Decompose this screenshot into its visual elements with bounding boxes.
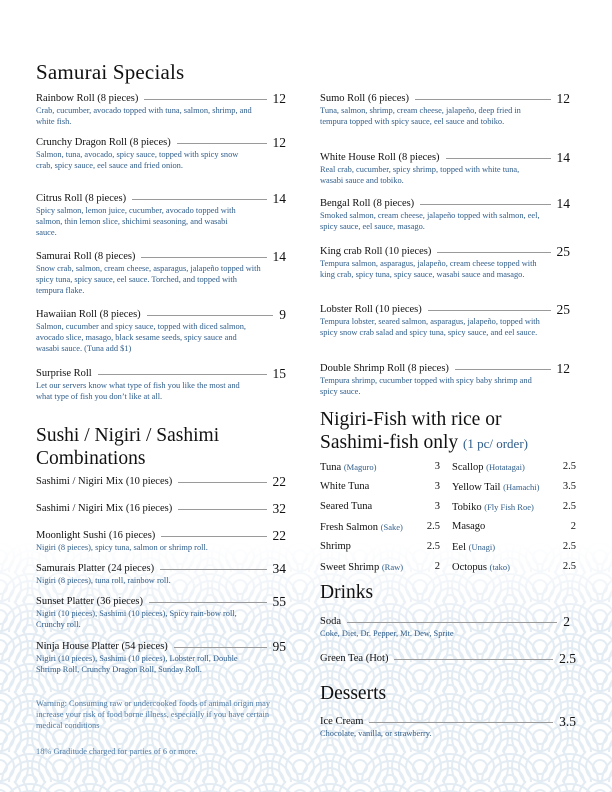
list-item	[320, 481, 440, 493]
list-item	[452, 521, 576, 533]
fish-price: 2.5	[562, 501, 576, 512]
leader-line	[174, 647, 267, 648]
fish-local-name: (Unagi)	[468, 542, 496, 552]
item-name: Citrus Roll (8 pieces)	[36, 193, 127, 204]
item-price: 12	[272, 91, 286, 106]
menu-item	[320, 616, 570, 639]
leader-line	[98, 374, 267, 375]
fish-name: Tuna	[320, 462, 342, 473]
fish-local-name: (Sake)	[380, 522, 403, 532]
item-name: Sunset Platter (36 pieces)	[36, 596, 144, 607]
fish-name: Shrimp	[320, 541, 351, 552]
item-price: 14	[556, 196, 570, 211]
item-name: Ninja House Platter (54 pieces)	[36, 641, 168, 652]
item-name: Hawaiian Roll (8 pieces)	[36, 309, 141, 320]
menu-item	[320, 93, 570, 127]
item-name: Sashimi / Nigiri Mix (10 pieces)	[36, 476, 173, 487]
item-price: 15	[272, 366, 286, 381]
fish-name: White Tuna	[320, 481, 370, 492]
leader-line	[415, 99, 551, 100]
menu-item	[320, 246, 570, 280]
leader-line	[147, 315, 274, 316]
item-price: 12	[272, 135, 286, 150]
item-price: 22	[272, 528, 286, 543]
leader-line	[149, 602, 266, 603]
menu-item	[36, 193, 286, 239]
leader-line	[178, 482, 266, 483]
fish-name: Tobiko	[452, 502, 482, 513]
item-price: 34	[272, 561, 286, 576]
item-price: 32	[272, 501, 286, 516]
menu-item	[36, 368, 286, 402]
leader-line	[428, 310, 551, 311]
combinations-heading-line1: Sushi / Nigiri / Sashimi	[36, 425, 220, 446]
item-name: Sumo Roll (6 pieces)	[320, 93, 409, 104]
fish-name: Seared Tuna	[320, 501, 373, 512]
fish-name: Fresh Salmon	[320, 522, 379, 533]
menu-item	[36, 137, 286, 171]
fish-name: Octopus	[452, 562, 487, 573]
menu-item	[320, 152, 570, 186]
menu-item	[36, 309, 286, 355]
leader-line	[420, 204, 550, 205]
item-description: Tempura salmon, asparagus, jalapeño, cream cheese topped with king crab, spicy tuna, spicy sauce, wasabi sauce and masago.	[320, 259, 537, 280]
item-name: Soda	[320, 616, 341, 627]
fish-price: 2.5	[426, 521, 440, 532]
fish-local-name: (tako)	[489, 562, 510, 572]
item-name: King crab Roll (10 pieces)	[320, 246, 432, 257]
item-price: 25	[556, 244, 570, 259]
menu-item	[320, 653, 576, 665]
list-item	[320, 461, 440, 474]
fish-price: 2.5	[562, 561, 576, 572]
item-price: 9	[279, 307, 286, 322]
item-description: Nigiri (8 pieces), spicy tuna, salmon or shrimp roll.	[36, 543, 208, 552]
fish-price: 2	[434, 561, 440, 572]
list-item	[452, 561, 576, 574]
leader-line	[446, 158, 551, 159]
leader-line	[347, 622, 557, 623]
menu-item	[320, 304, 570, 338]
fish-price: 2.5	[562, 461, 576, 472]
item-name: Samurai Roll (8 pieces)	[36, 251, 136, 262]
item-description: Crab, cucumber, avocado topped with tuna, salmon, shrimp, and white fish.	[36, 106, 252, 127]
item-name: Green Tea (Hot)	[320, 653, 389, 664]
item-name: Sashimi / Nigiri Mix (16 pieces)	[36, 503, 173, 514]
menu-item	[320, 363, 570, 397]
item-description: Tempura shrimp, cucumber topped with spicy baby shrimp and spicy sauce.	[320, 376, 532, 397]
leader-line	[141, 257, 266, 258]
list-item	[452, 501, 576, 514]
menu-item	[36, 251, 286, 297]
leader-line	[369, 722, 553, 723]
item-name: Rainbow Roll (8 pieces)	[36, 93, 139, 104]
menu-item	[36, 641, 286, 675]
nigiri-heading-line1: Nigiri-Fish with rice or	[320, 409, 502, 430]
item-description: Tuna, salmon, shrimp, cream cheese, jalapeño, deep fried in tempura topped with spicy sauce, eel sauce and tobiko.	[320, 106, 521, 127]
leader-line	[437, 252, 550, 253]
item-name: Double Shrimp Roll (8 pieces)	[320, 363, 449, 374]
drinks-heading: Drinks	[320, 582, 374, 603]
item-description: Real crab, cucumber, spicy shrimp, topped with white tuna, wasabi sauce and tobiko.	[320, 165, 520, 186]
leader-line	[177, 143, 267, 144]
item-name: Surprise Roll	[36, 368, 92, 379]
item-price: 2	[563, 614, 570, 629]
list-item	[452, 541, 576, 554]
list-item	[320, 561, 440, 574]
item-description: Coke, Diet, Dr. Pepper, Mt. Dew, Sprite	[320, 629, 454, 638]
item-name: Bengal Roll (8 pieces)	[320, 198, 415, 209]
leader-line	[144, 99, 266, 100]
item-price: 25	[556, 302, 570, 317]
item-price: 14	[272, 249, 286, 264]
fish-local-name: (Hamachi)	[503, 482, 540, 492]
item-description: Chocolate, vanilla, or strawberry.	[320, 729, 432, 738]
fish-local-name: (Hotatagai)	[486, 462, 525, 472]
combinations-heading-line2: Combinations	[36, 448, 146, 469]
fish-local-name: (Maguro)	[343, 462, 377, 472]
nigiri-heading	[320, 408, 580, 455]
nigiri-heading-sub: (1 pc/ order)	[463, 436, 528, 451]
item-description: Spicy salmon, lemon juice, cucumber, avocado topped with salmon, thin lemon slice, shichimi seasoning, and wasabi sauce.	[36, 206, 236, 238]
item-price: 12	[556, 91, 570, 106]
item-name: White House Roll (8 pieces)	[320, 152, 440, 163]
item-description: Salmon, cucumber and spicy sauce, topped with diced salmon, avocado slice, masago, black sesame seeds, spicy sauce and wasabi sauce. (Tuna add $1)	[36, 322, 247, 354]
item-description: Snow crab, salmon, cream cheese, asparagus, jalapeño topped with spicy tuna, spicy sauce, eel sauce. Torched, and topped with tempura flake.	[36, 264, 261, 296]
fish-price: 2.5	[562, 541, 576, 552]
item-description: Tempura lobster, seared salmon, asparagus, jalapeño, topped with spicy snow crab salad and spicy tuna, spicy sauce, and eel sauce.	[320, 317, 540, 338]
fish-price: 3	[434, 481, 440, 492]
fish-name: Masago	[452, 521, 486, 532]
leader-line	[132, 199, 266, 200]
gratuity-note: 18% Graditude charged for parties of 6 or more.	[36, 747, 198, 756]
menu-item	[36, 596, 286, 630]
item-price: 2.5	[559, 651, 576, 666]
fish-name: Eel	[452, 542, 466, 553]
fish-name: Yellow Tail	[452, 482, 501, 493]
item-description: Nigiri (10 pieces), Sashimi (10 pieces), Spicy rain-bow roll, Crunchy roll.	[36, 609, 237, 630]
item-description: Salmon, tuna, avocado, spicy sauce, topped with spicy snow crab, spicy sauce, eel sauce and fried onion.	[36, 150, 239, 171]
item-price: 3.5	[559, 714, 576, 729]
item-description: Smoked salmon, cream cheese, jalapeño topped with salmon, eel, spicy sauce, eel sauce, masago.	[320, 211, 540, 232]
combinations-heading	[36, 424, 219, 470]
item-price: 12	[556, 361, 570, 376]
leader-line	[178, 509, 266, 510]
fish-price: 3	[434, 501, 440, 512]
item-price: 55	[272, 594, 286, 609]
menu-item	[36, 503, 286, 515]
fish-local-name: (Fly Fish Roe)	[484, 502, 534, 512]
list-item	[320, 501, 440, 513]
fish-price: 2	[570, 521, 576, 532]
leader-line	[160, 569, 266, 570]
item-price: 14	[272, 191, 286, 206]
item-name: Samurais Platter (24 pieces)	[36, 563, 155, 574]
leader-line	[161, 536, 266, 537]
fish-price: 3.5	[562, 481, 576, 492]
item-name: Moonlight Sushi (16 pieces)	[36, 530, 156, 541]
menu-item	[36, 563, 286, 586]
nigiri-heading-line2: Sashimi-fish only	[320, 432, 459, 453]
item-description: Nigiri (10 pieces), Sashimi (10 pieces), Lobster roll, Double Shrimp Roll, Crunchy Dragon Roll, Sunday Roll.	[36, 654, 238, 675]
leader-line	[394, 659, 553, 660]
item-description: Let our servers know what type of fish you like the most and what type of fish you don’t like at all.	[36, 381, 240, 402]
item-description: Nigiri (8 pieces), tuna roll, rainbow roll.	[36, 576, 171, 585]
item-price: 22	[272, 474, 286, 489]
list-item	[452, 461, 576, 474]
item-price: 95	[272, 639, 286, 654]
raw-food-warning: Warning: Consuming raw or undercooked foods of animal origin may increase your risk of food borne illness, especially if you have certain medical conditions	[36, 699, 271, 731]
fish-price: 2.5	[426, 541, 440, 552]
item-name: Crunchy Dragon Roll (8 pieces)	[36, 137, 171, 148]
list-item	[320, 521, 440, 534]
menu-item	[36, 530, 286, 553]
menu-item	[320, 198, 570, 232]
list-item	[320, 541, 440, 553]
item-price: 14	[556, 150, 570, 165]
list-item	[452, 481, 576, 494]
fish-price: 3	[434, 461, 440, 472]
samurai-specials-heading: Samurai Specials	[36, 60, 185, 84]
item-name: Ice Cream	[320, 716, 364, 727]
fish-name: Sweet Shrimp	[320, 562, 380, 573]
menu-item	[36, 476, 286, 488]
item-name: Lobster Roll (10 pieces)	[320, 304, 422, 315]
menu-item	[36, 93, 286, 127]
fish-local-name: (Raw)	[381, 562, 404, 572]
leader-line	[455, 369, 551, 370]
desserts-heading: Desserts	[320, 683, 387, 704]
fish-name: Scallop	[452, 462, 484, 473]
menu-item	[320, 716, 576, 739]
